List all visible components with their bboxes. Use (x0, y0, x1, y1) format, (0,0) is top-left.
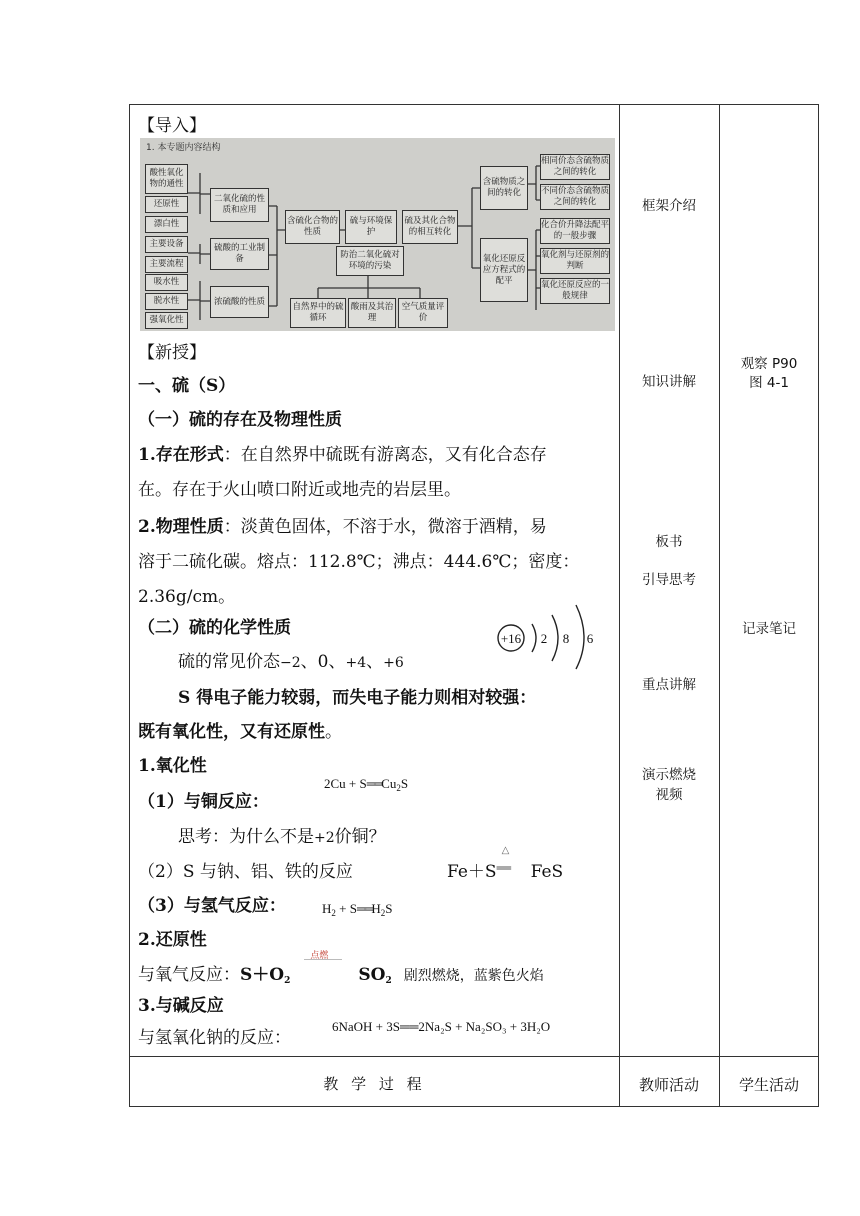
punctuation: 。 (325, 722, 342, 742)
diagram-caption: 1. 本专题内容结构 (146, 143, 221, 153)
diagram-box: 空气质量评价 (398, 298, 448, 328)
diagram-box: 酸性氧化物的通性 (145, 164, 188, 194)
atom-shell: 8 (562, 631, 570, 646)
diagram-box: 硫及其化合物的相互转化 (402, 210, 458, 244)
teacher-item: 重点讲解 (642, 677, 696, 693)
reduction-note: 剧烈燃烧，蓝紫色火焰 (403, 968, 544, 984)
equation-iron (447, 845, 564, 882)
diagram-box: 氧化还原反应方程式的配平 (480, 238, 528, 302)
reduction-label: 与氧气反应： (138, 965, 240, 985)
diagram-box: 脱水性 (145, 293, 188, 310)
eq-sub: 2 (396, 783, 401, 793)
think-text: 思考：为什么不是 (178, 827, 314, 847)
footer-teacher: 教师活动 (638, 1076, 699, 1094)
valence-value: +4 (345, 655, 367, 671)
heat-condition: △ ══ (496, 845, 512, 875)
valence-label: 硫的常见价态 (178, 652, 280, 672)
new-heading: 【新授】 (138, 343, 206, 363)
row-divider (130, 1056, 818, 1057)
diagram-box: 还原性 (145, 196, 188, 213)
diagram-box: 自然界中的硫循环 (290, 298, 346, 328)
eq-part: S＋O (240, 965, 285, 985)
eq-part: S (400, 776, 409, 791)
subsection-title: （二）硫的化学性质 (138, 618, 291, 638)
valence-value: −2 (280, 655, 301, 671)
base-label: 与氢氧化钠的反应： (138, 1028, 291, 1048)
eq-part: Fe＋S (447, 862, 497, 882)
diagram-box: 防治二氧化硫对环境的污染 (336, 246, 404, 276)
eq-sub: 2 (331, 908, 336, 918)
teacher-item: 视频 (655, 787, 683, 803)
diagram-box: 含硫物质之间的转化 (480, 166, 528, 210)
eq-part: S (385, 901, 393, 916)
diagram-box: 含硫化合物的性质 (285, 210, 340, 244)
student-item: 观察 P90 (740, 356, 798, 372)
paragraph-text: 2.36g/cm。 (138, 587, 236, 607)
eq-part: Cu (381, 776, 397, 791)
atom-nucleus: +16 (500, 631, 522, 646)
reduction-line (138, 951, 544, 986)
equation-hydrogen: $H_2$ + $S══H_2S$ (322, 901, 393, 918)
heading-oxidation: 1.氧化性 (138, 756, 207, 776)
student-item: 记录笔记 (742, 621, 796, 637)
diagram-box: 吸水性 (145, 274, 188, 291)
heading-base: 3.与碱反应 (138, 996, 224, 1016)
valence-line (178, 647, 404, 672)
paragraph-text: 溶于二硫化碳。熔点：112.8℃；沸点：444.6℃；密度： (138, 552, 580, 572)
teacher-item: 演示燃烧 (642, 767, 696, 783)
section-title: 一、硫（S） (138, 376, 236, 396)
diagram-box: 强氧化性 (145, 312, 188, 329)
valence-value: +6 (383, 655, 404, 671)
heading-reduction: 2.还原性 (138, 930, 207, 950)
eq-part: FeS (530, 862, 564, 882)
valence-sep: 、 (366, 652, 384, 672)
eq-part: H (371, 901, 381, 916)
eq-part: H (322, 901, 332, 916)
diagram-box: 二氧化硫的性质和应用 (210, 188, 269, 222)
intro-heading: 【导入】 (138, 116, 206, 136)
paragraph-text: 在。存在于火山喷口附近或地壳的岩层里。 (138, 480, 461, 500)
eq-sub: 2 (385, 976, 392, 986)
lesson-table (129, 104, 819, 1107)
sulfur-atom-diagram (492, 601, 602, 671)
emphasis-text: 既有氧化性，又有还原性 (138, 722, 325, 742)
item-copper: （1）与铜反应： (138, 792, 269, 812)
student-item: 图 4-1 (749, 375, 789, 391)
think-text: 价铜？ (334, 827, 386, 847)
diagram-box: 相同价态含硫物质之间的转化 (540, 154, 610, 180)
diagram-box: 酸雨及其治理 (348, 298, 396, 328)
diagram-box: 硫与环境保护 (345, 210, 397, 244)
condition-symbol: △ (501, 845, 510, 856)
column-divider (719, 105, 720, 1106)
diagram-box: 硫酸的工业制备 (210, 238, 269, 270)
teacher-item: 框架介绍 (642, 198, 696, 214)
diagram-box: 主要设备 (145, 236, 188, 253)
emphasis-text: S 得电子能力较弱，而失电子能力则相对较强： (178, 688, 537, 708)
diagram-box: 氧化还原反应的一般规律 (540, 278, 610, 304)
subsection-title: （一）硫的存在及物理性质 (138, 410, 342, 430)
footer-student: 学生活动 (738, 1076, 799, 1094)
diagram-box: 主要流程 (145, 256, 188, 273)
eq-part: + S (335, 901, 357, 916)
eq-part: SO (358, 965, 386, 985)
paragraph-physical (138, 512, 547, 537)
diagram-box: 浓硫酸的性质 (210, 286, 269, 318)
condition-text: 点燃 (310, 951, 329, 961)
content-structure-diagram (140, 138, 615, 331)
equation-naoh: 6NaOH + 3S══2Na₂S + Na₂SO₃ + 3H₂O (332, 1019, 551, 1034)
atom-shell: 6 (586, 631, 594, 646)
teacher-item: 引导思考 (642, 572, 696, 588)
footer-process: 教 学 过 程 (323, 1075, 426, 1093)
atom-shell: 2 (540, 631, 548, 646)
paragraph-text: ：淡黄色固体，不溶于水，微溶于酒精，易 (223, 517, 547, 537)
think-value: +2 (314, 830, 335, 846)
column-divider (619, 105, 620, 1106)
think-question (178, 822, 386, 847)
eq-sub: 2 (380, 908, 386, 918)
item-metals: （2）S 与钠、铝、铁的反应 (138, 862, 353, 882)
eq-part: 2Cu + S (324, 776, 367, 791)
teacher-item: 板书 (655, 534, 683, 550)
diagram-box: 漂白性 (145, 216, 188, 233)
eq-sub: 2 (284, 976, 291, 986)
diagram-box: 氧化剂与还原剂的判断 (540, 248, 610, 274)
valence-sep: 、0、 (300, 652, 346, 672)
diagram-box: 化合价升降法配平的一般步骤 (540, 218, 610, 244)
paragraph-label: 1.存在形式 (138, 445, 224, 465)
paragraph-label: 2.物理性质 (138, 517, 224, 537)
item-hydrogen: （3）与氢气反应： (138, 896, 286, 916)
equation-copper: $2Cu + S══Cu_2S$ (324, 776, 409, 793)
emphasis-text-2 (138, 717, 342, 742)
teacher-item: 知识讲解 (642, 374, 696, 390)
paragraph-text: ：在自然界中硫既有游离态，又有化合态存 (223, 445, 547, 465)
paragraph-existence (138, 440, 547, 465)
diagram-box: 不同价态含硫物质之间的转化 (540, 184, 610, 210)
